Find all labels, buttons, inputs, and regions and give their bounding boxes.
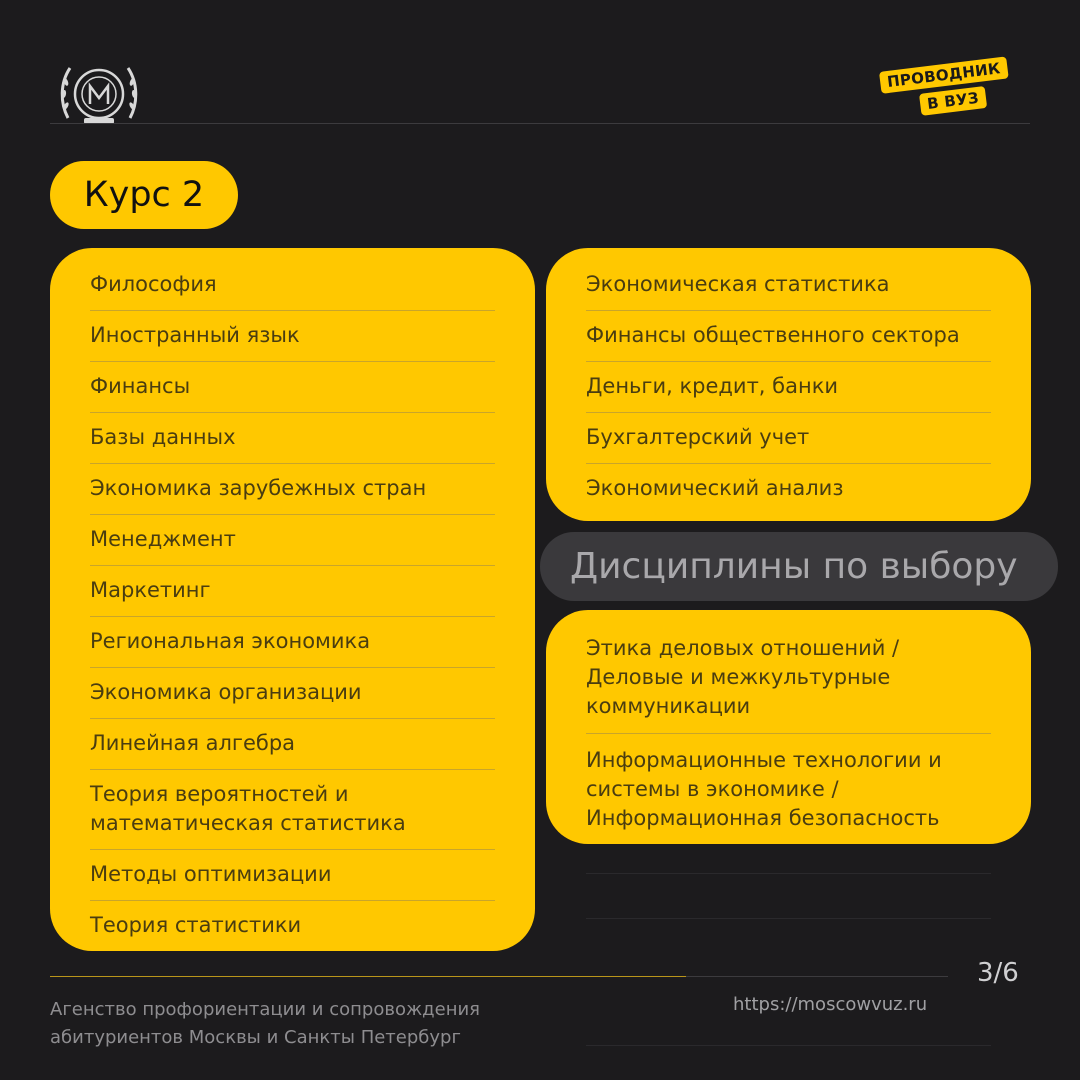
subject-item: Методы оптимизации bbox=[90, 850, 495, 901]
brand-line-1: ПРОВОДНИК bbox=[879, 56, 1009, 93]
course-label: Курс 2 bbox=[50, 161, 238, 229]
header-divider bbox=[50, 123, 1030, 124]
subject-item: Деньги, кредит, банки bbox=[586, 362, 991, 413]
subject-item: Бухгалтерский учет bbox=[586, 413, 991, 464]
brand-badge bbox=[877, 59, 1027, 113]
subject-item: Экономика организации bbox=[90, 668, 495, 719]
subject-item: Менеджмент bbox=[90, 515, 495, 566]
electives-heading: Дисциплины по выбору bbox=[540, 532, 1058, 601]
subject-item: Базы данных bbox=[90, 413, 495, 464]
footer-divider bbox=[686, 976, 948, 977]
university-emblem-icon bbox=[58, 58, 140, 128]
subject-item: Экономическая статистика bbox=[586, 260, 991, 311]
subject-item: Региональная экономика bbox=[90, 617, 495, 668]
elective-item: Этика деловых отношений / Деловые и межкультурные коммуникации bbox=[586, 622, 991, 734]
decorative-line bbox=[586, 873, 991, 874]
decorative-line bbox=[586, 1045, 991, 1046]
subject-item: Иностранный язык bbox=[90, 311, 495, 362]
elective-item: Информационные технологии и системы в экономике / Информационная безопасность bbox=[586, 748, 942, 830]
subject-item: Экономический анализ bbox=[586, 476, 844, 500]
main-subjects-card-right bbox=[546, 248, 1031, 521]
subject-item: Финансы общественного сектора bbox=[586, 311, 991, 362]
decorative-line bbox=[586, 918, 991, 919]
subject-item: Финансы bbox=[90, 362, 495, 413]
website-link[interactable]: https://moscowvuz.ru bbox=[733, 994, 928, 1015]
electives-card bbox=[546, 610, 1031, 844]
main-subjects-card-left bbox=[50, 248, 535, 951]
agency-description: Агенство профориентации и сопровождения абитуриентов Москвы и Санкты Петербург bbox=[50, 999, 480, 1048]
brand-line-2: В ВУЗ bbox=[919, 86, 987, 116]
subject-item: Теория вероятностей и математическая статистика bbox=[90, 770, 495, 850]
footer-divider-accent bbox=[50, 976, 686, 977]
subject-item: Маркетинг bbox=[90, 566, 495, 617]
subject-item: Теория статистики bbox=[90, 913, 302, 937]
subject-item: Линейная алгебра bbox=[90, 719, 495, 770]
subject-item: Философия bbox=[90, 260, 495, 311]
subject-item: Экономика зарубежных стран bbox=[90, 464, 495, 515]
page-indicator: 3/6 bbox=[977, 958, 1019, 988]
